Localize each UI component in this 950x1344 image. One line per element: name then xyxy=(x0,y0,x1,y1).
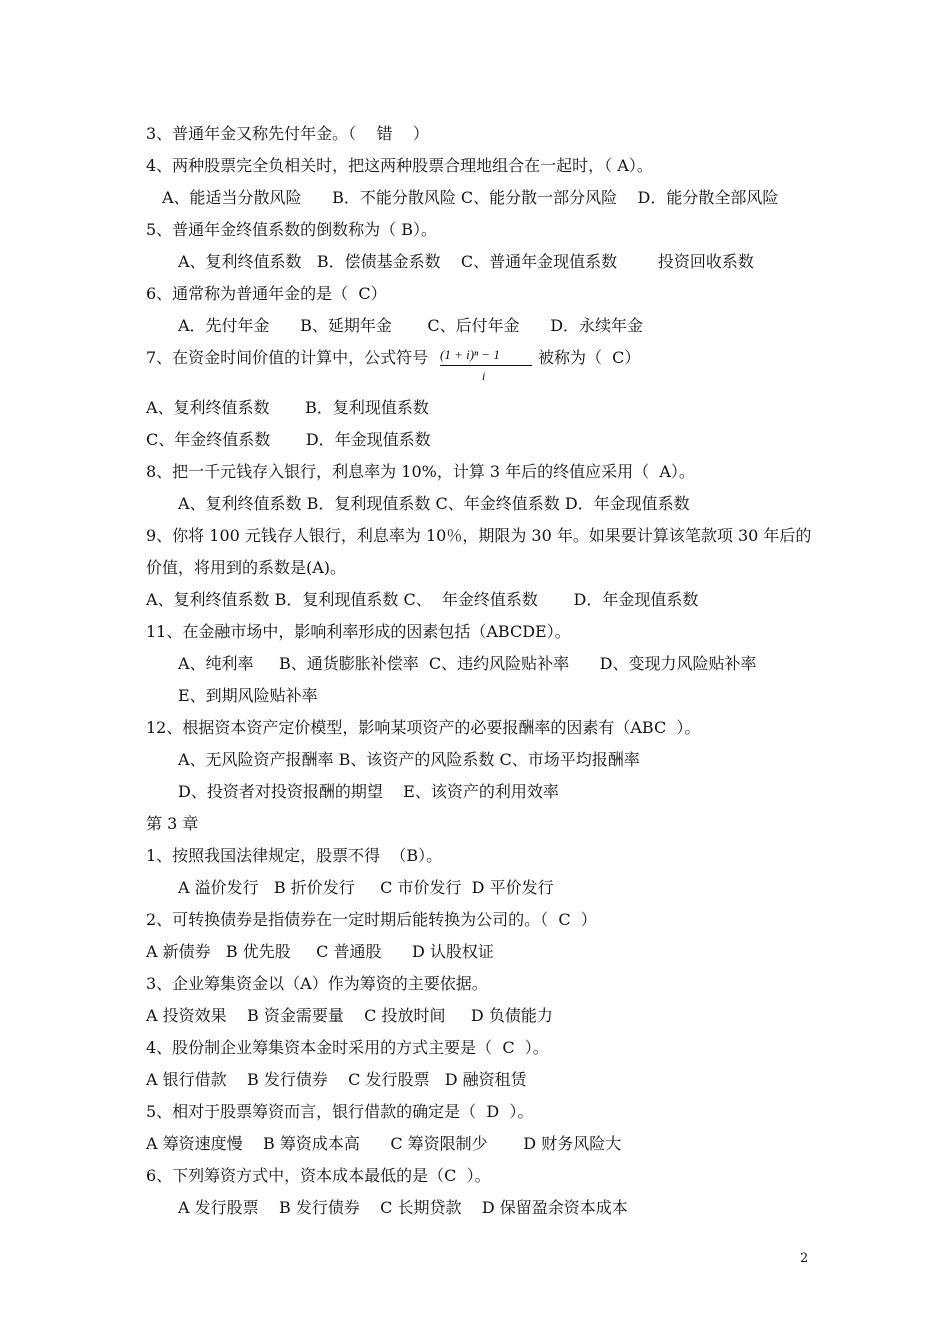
text-line: A 银行借款 B 发行债券 C 发行股票 D 融资租赁 xyxy=(146,1070,527,1089)
text-line: 1、按照我国法律规定，股票不得 （B）。 xyxy=(146,846,443,865)
text-line: A．先付年金 B、延期年金 C、后付年金 D．永续年金 xyxy=(178,316,644,335)
text-line: C、年金终值系数 D．年金现值系数 xyxy=(146,430,431,449)
text-line: 2、可转换债券是指债券在一定时期后能转换为公司的。（ C ） xyxy=(146,910,597,929)
text-line: 12、根据资本资产定价模型，影响某项资产的必要报酬率的因素有（ABC ）。 xyxy=(146,718,701,737)
text-line: 5、普通年金终值系数的倒数称为（ B）。 xyxy=(146,220,438,239)
text-line: 3、普通年金又称先付年金。（ 错 ） xyxy=(146,124,429,143)
text-line: 价值，将用到的系数是(A)。 xyxy=(146,558,347,577)
text-line: 7、在资金时间价值的计算中，公式符号 xyxy=(146,348,429,367)
chapter-heading: 第 3 章 xyxy=(146,814,199,833)
text-line: A、复利终值系数 B．复利现值系数 C、年金终值系数 D．年金现值系数 xyxy=(178,494,690,513)
text-line: 11、在金融市场中，影响利率形成的因素包括（ABCDE）。 xyxy=(146,622,571,641)
text-line: 4、股份制企业筹集资本金时采用的方式主要是（ C ）。 xyxy=(146,1038,549,1057)
text-line: 被称为（ C） xyxy=(538,348,641,367)
text-line: A、复利终值系数 B．复利现值系数 C、 年金终值系数 D．年金现值系数 xyxy=(146,590,699,609)
text-line: D、投资者对投资报酬的期望 E、该资产的利用效率 xyxy=(178,782,559,801)
text-line: A、复利终值系数 B．复利现值系数 xyxy=(146,398,429,417)
text-line: 6、通常称为普通年金的是（ C） xyxy=(146,284,387,303)
text-line: A 发行股票 B 发行债券 C 长期贷款 D 保留盈余资本成本 xyxy=(178,1198,628,1217)
formula-denominator: i xyxy=(482,369,486,383)
annuity-formula xyxy=(440,345,532,387)
text-line: 4、两种股票完全负相关时，把这两种股票合理地组合在一起时，（ A）。 xyxy=(146,156,653,175)
text-line: 3、企业筹集资金以（A）作为筹资的主要依据。 xyxy=(146,974,488,993)
text-line: A 新债券 B 优先股 C 普通股 D 认股权证 xyxy=(146,942,494,961)
text-line: A、纯利率 B、通货膨胀补偿率 C、违约风险贴补率 D、变现力风险贴补率 xyxy=(178,654,757,673)
text-line: A 溢价发行 B 折价发行 C 市价发行 D 平价发行 xyxy=(178,878,554,897)
text-line: A、能适当分散风险 B．不能分散风险 C、能分散一部分风险 D．能分散全部风险 xyxy=(162,188,779,207)
text-line: E、到期风险贴补率 xyxy=(178,686,318,705)
formula-numerator: (1 + i)ⁿ − 1 xyxy=(440,345,532,366)
text-line: A 投资效果 B 资金需要量 C 投放时间 D 负债能力 xyxy=(146,1006,553,1025)
text-line: A、无风险资产报酬率 B、该资产的风险系数 C、市场平均报酬率 xyxy=(178,750,640,769)
text-line: 5、相对于股票筹资而言，银行借款的确定是（ D ）。 xyxy=(146,1102,534,1121)
text-line: 8、把一千元钱存入银行，利息率为 10%，计算 3 年后的终值应采用（ A）。 xyxy=(146,462,695,481)
text-line: 6、下列筹资方式中，资本成本最低的是（C ）。 xyxy=(146,1166,491,1185)
text-line: 9、你将 100 元钱存人银行，利息率为 10％，期限为 30 年。如果要计算该笔款项 30 年后的 xyxy=(146,526,812,545)
text-line: A、复利终值系数 B．偿债基金系数 C、普通年金现值系数 投资回收系数 xyxy=(178,252,754,271)
text-line: A 筹资速度慢 B 筹资成本高 C 筹资限制少 D 财务风险大 xyxy=(146,1134,622,1153)
page-number: 2 xyxy=(800,1251,809,1266)
